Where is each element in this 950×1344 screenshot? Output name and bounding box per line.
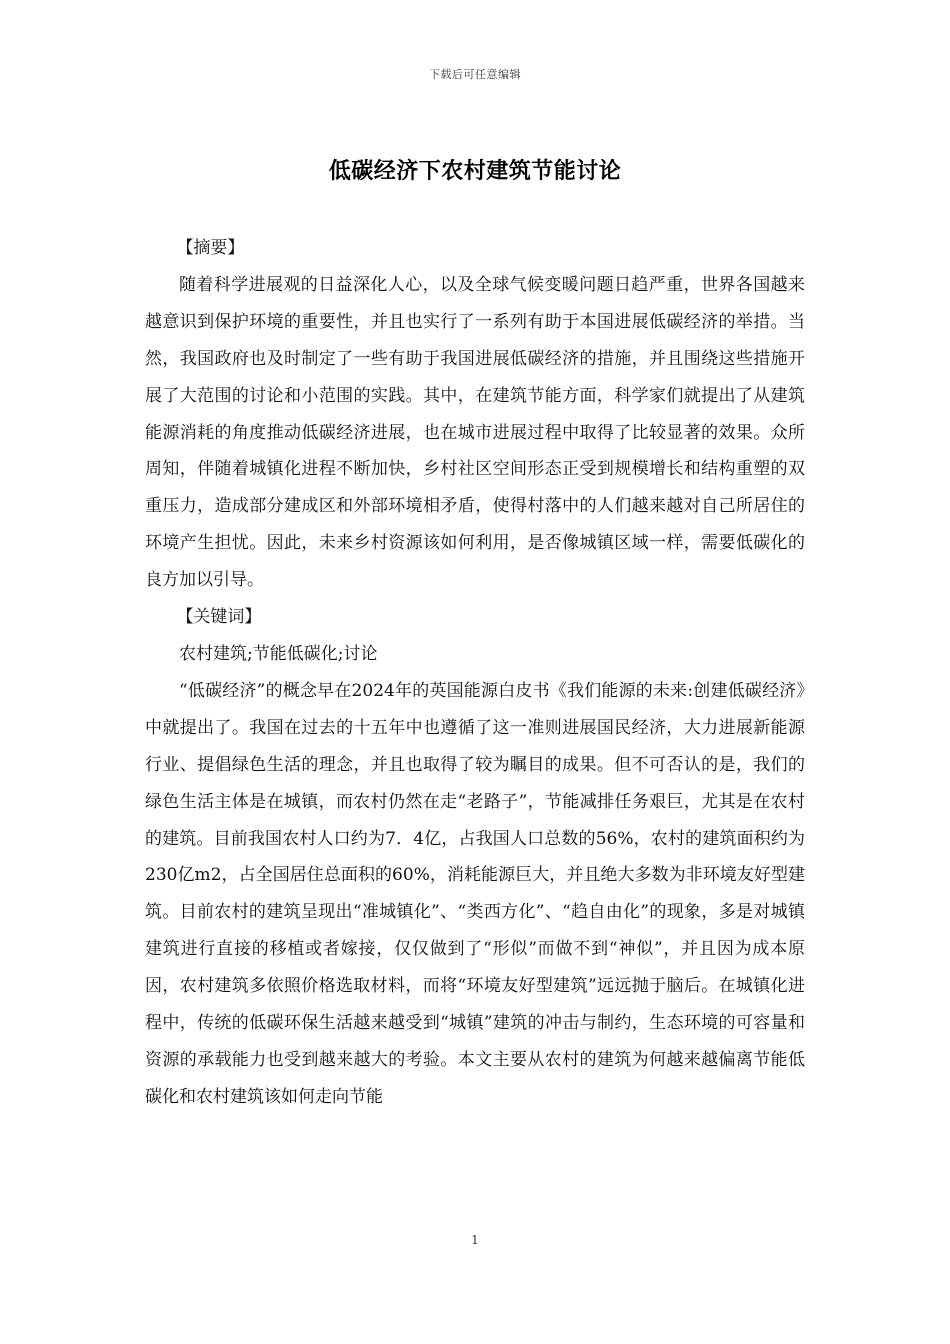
document-title: 低碳经济下农村建筑节能讨论 <box>328 158 622 184</box>
abstract-label: 【摘要】 <box>176 238 245 258</box>
keywords-paragraph: 农村建筑;节能低碳化;讨论 <box>179 643 378 664</box>
page-number: 1 <box>471 1233 479 1247</box>
document-body <box>145 230 805 1116</box>
keywords-label: 【关键词】 <box>176 607 262 628</box>
header-note: 下载后可任意编辑 <box>429 68 521 81</box>
abstract-paragraph: 随着科学进展观的日益深化人心，以及全球气候变暖问题日趋严重，世界各国越来越意识到保护环境的重要性，并且也实行了一系列有助于本国进展低碳经济的举措。当然，我国政府也及时制定了一些有助于我国进展低碳经济的措施，并且围绕这些措施开展了大范围的讨论和小范围的实践。其中，在建筑节能方面，科学家们就提出了从建筑能源消耗的角度推动低碳经济进展，也在城市进展过程中取得了比较显著的效果。众所周知，伴随着城镇化进程不断加快，乡村社区空间形态正受到规模增长和结构重塑的双重压力，造成部分建成区和外部环境相矛盾，使得村落中的人们越来越对自己所居住的环境产生担忧。因此，未来乡村资源该如何利用，是否像城镇区域一样，需要低碳化的良方加以引导。 <box>145 274 805 591</box>
intro-paragraph: “低碳经济”的概念早在2024年的英国能源白皮书《我们能源的未来:创建低碳经济》中就提出了。我国在过去的十五年中也遵循了这一准则进展国民经济，大力进展新能源行业、提倡绿色生活的理念，并且也取得了较为瞩目的成果。但不可否认的是，我们的绿色生活主体是在城镇，而农村仍然在走“老路子”，节能减排任务艰巨，尤其是在农村的建筑。目前我国农村人口约为7．4亿，占我国人口总数的56%，农村的建筑面积约为230亿m2，占全国居住总面积的60%，消耗能源巨大，并且绝大多数为非环境友好型建筑。目前农村的建筑呈现出“准城镇化”、“类西方化”、“趋自由化”的现象，多是对城镇建筑进行直接的移植或者嫁接，仅仅做到了“形似”而做不到“神似”，并且因为成本原因，农村建筑多依照价格选取材料，而将“环境友好型建筑”远远抛于脑后。在城镇化进程中，传统的低碳环保生活越来越受到“城镇”建筑的冲击与制约，生态环境的可容量和资源的承载能力也受到越来越大的考验。本文主要从农村的建筑为何越来越偏离节能低碳化和农村建筑该如何走向节能 <box>145 680 805 1107</box>
